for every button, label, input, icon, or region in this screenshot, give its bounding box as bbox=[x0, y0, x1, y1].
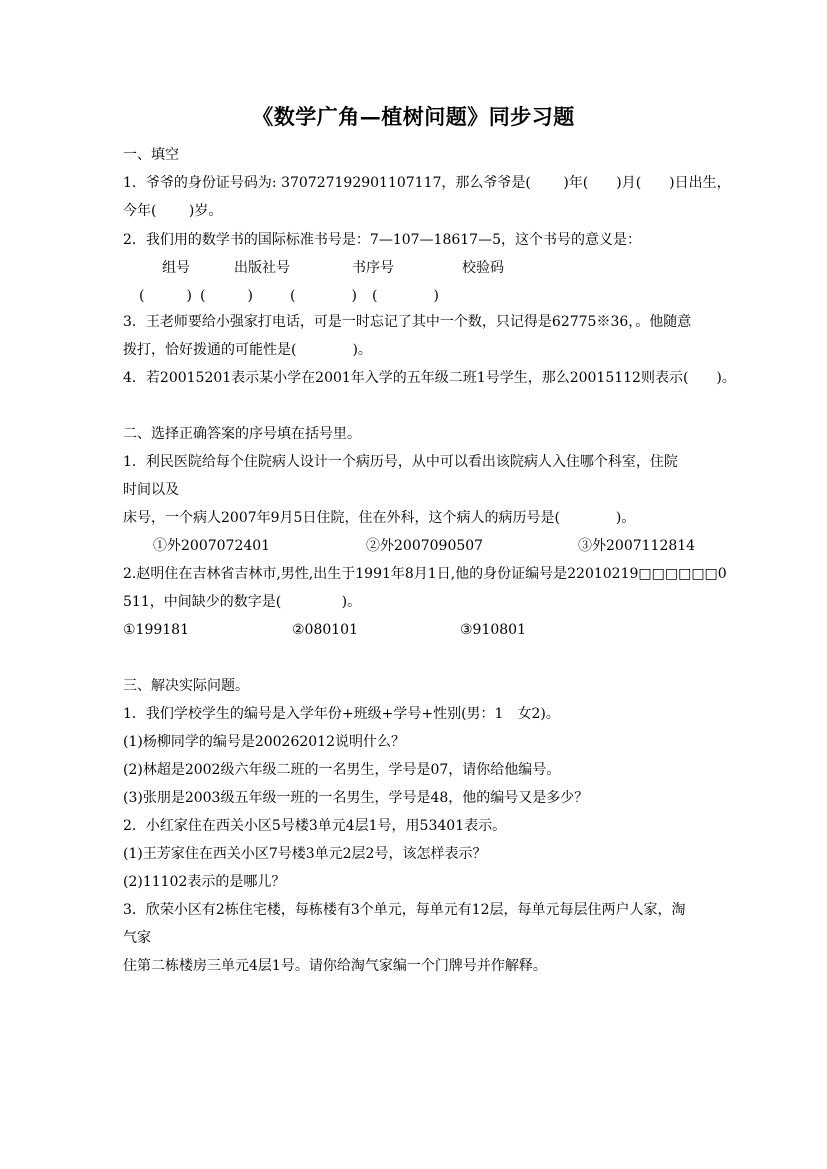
question-2-1-option-2: ②外2007090507 bbox=[366, 538, 484, 554]
question-2-1-line-3: 床号，一个病人2007年9月5日住院，住在外科，这个病人的病历号是( )。 bbox=[123, 510, 636, 526]
question-2-2-option-2: ②080101 bbox=[292, 622, 358, 638]
question-2-1-option-1: ①外2007072401 bbox=[153, 538, 271, 554]
question-2-1-option-3: ③外2007112814 bbox=[578, 538, 696, 554]
page-title: 《数学广角—植树问题》同步习题 bbox=[252, 104, 575, 129]
question-3-2-sub-2: (2)11102表示的是哪儿？ bbox=[123, 874, 286, 890]
section-heading-choice: 二、选择正确答案的序号填在括号里。 bbox=[123, 426, 361, 442]
section-heading-fill-in: 一、填空 bbox=[123, 147, 179, 163]
question-3-2-sub-1: (1)王芳家住在西关小区7号楼3单元2层2号，该怎样表示？ bbox=[123, 846, 487, 862]
question-1-1-line-2: 今年( )岁。 bbox=[123, 203, 223, 219]
isbn-blank-publisher: ( ) bbox=[200, 288, 253, 304]
question-1-4-line-1: 4．若20015201表示某小学在2001年入学的五年级二班1号学生，那么20015112则表示( )。 bbox=[123, 370, 736, 386]
isbn-label-group: 组号 bbox=[162, 260, 190, 276]
question-1-2-line-1: 2．我们用的数学书的国际标准书号是：7—107—18617—5，这个书号的意义是： bbox=[123, 232, 641, 248]
isbn-blank-group: ( ) bbox=[139, 288, 192, 304]
question-3-1-sub-1: (1)杨柳同学的编号是200262012说明什么？ bbox=[123, 734, 405, 750]
question-3-2-line-1: 2．小红家住在西关小区5号楼3单元4层1号，用53401表示。 bbox=[123, 818, 507, 834]
isbn-blank-check: ( ) bbox=[372, 288, 439, 304]
section-heading-problems: 三、解决实际问题。 bbox=[123, 678, 249, 694]
question-1-3-line-2: 拨打，恰好拨通的可能性是( )。 bbox=[123, 342, 372, 358]
question-3-1-sub-3: (3)张朋是2003级五年级一班的一名男生，学号是48，他的编号又是多少？ bbox=[123, 790, 589, 806]
isbn-blank-sequence: ( ) bbox=[290, 288, 357, 304]
isbn-label-sequence: 书序号 bbox=[352, 260, 394, 276]
question-1-1-line-1: 1．爷爷的身份证号码为: 370727192901107117，那么爷爷是( )年( )月( )日出生， bbox=[123, 175, 731, 191]
question-3-3-line-2: 气家 bbox=[123, 930, 151, 946]
question-3-3-line-3: 住第二栋楼房三单元4层1号。请你给淘气家编一个门牌号并作解释。 bbox=[123, 958, 547, 974]
question-2-1-line-2: 时间以及 bbox=[123, 482, 179, 498]
isbn-label-publisher: 出版社号 bbox=[234, 260, 290, 276]
question-2-2-option-1: ①199181 bbox=[123, 622, 189, 638]
question-2-2-option-3: ③910801 bbox=[460, 622, 526, 638]
question-3-1-sub-2: (2)林超是2002级六年级二班的一名男生，学号是07，请你给他编号。 bbox=[123, 762, 561, 778]
question-3-3-line-1: 3．欣荣小区有2栋住宅楼，每栋楼有3个单元，每单元有12层，每单元每层住两户人家，淘 bbox=[123, 902, 686, 918]
question-2-1-line-1: 1．利民医院给每个住院病人设计一个病历号，从中可以看出该院病人入住哪个科室，住院 bbox=[123, 454, 678, 470]
question-2-2-line-1: 2.赵明住在吉林省吉林市,男性,出生于1991年8月1日,他的身份证编号是22010219□□□□□□0 bbox=[123, 566, 727, 582]
isbn-label-check: 校验码 bbox=[462, 260, 504, 276]
question-3-1-line-1: 1．我们学校学生的编号是入学年份+班级+学号+性别(男：1 女2)。 bbox=[123, 706, 560, 722]
question-1-3-line-1: 3．王老师要给小强家打电话，可是一时忘记了其中一个数，只记得是62775※36，。他随意 bbox=[123, 314, 692, 330]
question-2-2-line-2: 511，中间缺少的数字是( )。 bbox=[123, 594, 362, 610]
